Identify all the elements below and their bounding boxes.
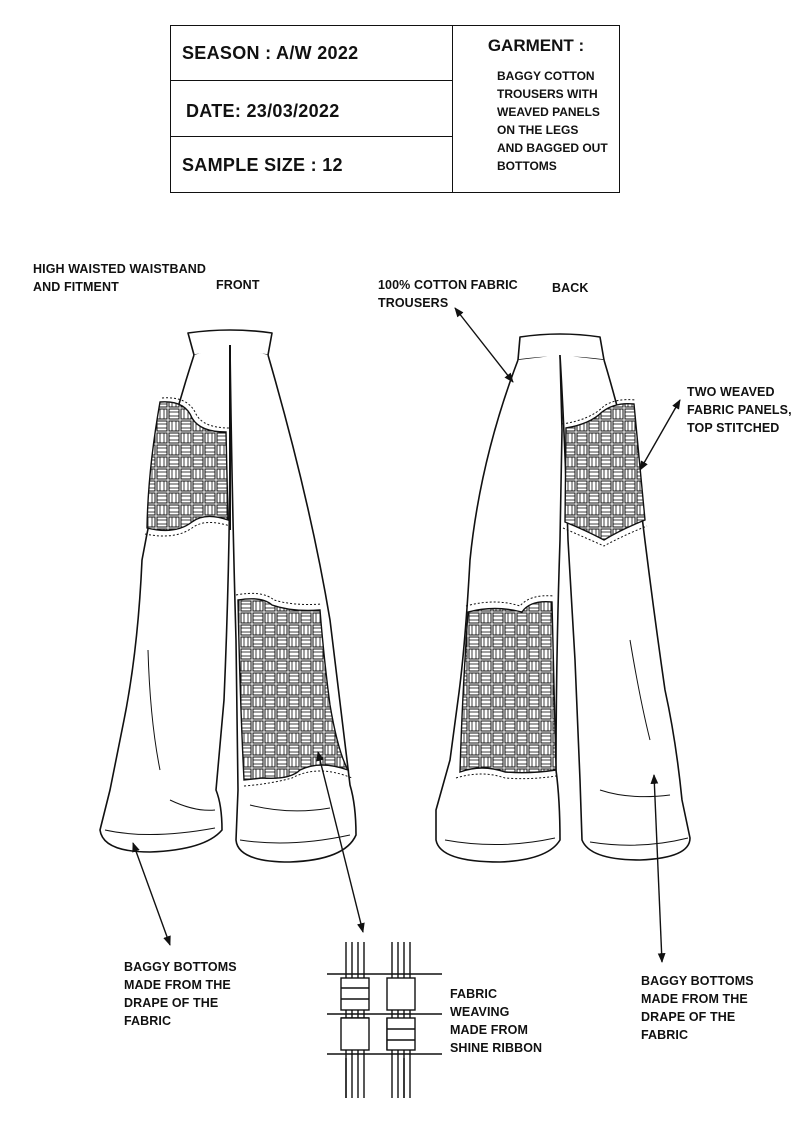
- date-text: DATE: 23/03/2022: [186, 101, 340, 121]
- annotation-line: FABRIC PANELS,: [687, 403, 792, 417]
- front-view-label: FRONT: [216, 278, 260, 292]
- panels-annotation: [687, 383, 792, 437]
- back-trousers: [436, 334, 690, 862]
- annotation-line: DRAPE OF THE: [641, 1010, 736, 1024]
- annotation-line: BAGGY BOTTOMS: [124, 960, 237, 974]
- front-trousers: [100, 330, 356, 862]
- annotation-line: WEAVING: [450, 1005, 510, 1019]
- weave-swatch: [327, 942, 442, 1098]
- annotation-line: MADE FROM: [450, 1023, 528, 1037]
- garment-line: WEAVED PANELS: [497, 105, 600, 119]
- annotation-line: DRAPE OF THE: [124, 996, 219, 1010]
- season-text: SEASON : A/W 2022: [182, 43, 359, 63]
- fabric-annotation: [378, 276, 518, 312]
- baggy-bottoms-right-annotation: [641, 972, 754, 1044]
- annotation-line: TOP STITCHED: [687, 421, 780, 435]
- annotation-line: MADE FROM THE: [124, 978, 231, 992]
- baggy-bottoms-left-annotation: [124, 958, 237, 1030]
- annotation-line: BAGGY BOTTOMS: [641, 974, 754, 988]
- annotation-line: FABRIC: [641, 1028, 689, 1042]
- back-view-label: BACK: [552, 281, 589, 295]
- annotation-line: FABRIC: [124, 1014, 172, 1028]
- annotation-line: FABRIC: [450, 987, 498, 1001]
- annotation-line: AND FITMENT: [33, 280, 119, 294]
- waistband-annotation: [33, 260, 206, 296]
- weaving-annotation: [450, 985, 542, 1057]
- garment-line: BOTTOMS: [497, 159, 557, 173]
- annotation-line: 100% COTTON FABRIC: [378, 278, 518, 292]
- sample-size-text: SAMPLE SIZE : 12: [182, 155, 343, 175]
- annotation-line: SHINE RIBBON: [450, 1041, 543, 1055]
- garment-title: GARMENT :: [487, 36, 585, 55]
- garment-line: BAGGY COTTON: [497, 69, 595, 83]
- annotation-line: TWO WEAVED: [687, 385, 775, 399]
- annotation-line: TROUSERS: [378, 296, 449, 310]
- garment-line: AND BAGGED OUT: [497, 141, 608, 155]
- annotation-line: HIGH WAISTED WAISTBAND: [33, 262, 207, 276]
- garment-line: ON THE LEGS: [497, 123, 579, 137]
- annotation-line: MADE FROM THE: [641, 992, 748, 1006]
- garment-line: TROUSERS WITH: [497, 87, 598, 101]
